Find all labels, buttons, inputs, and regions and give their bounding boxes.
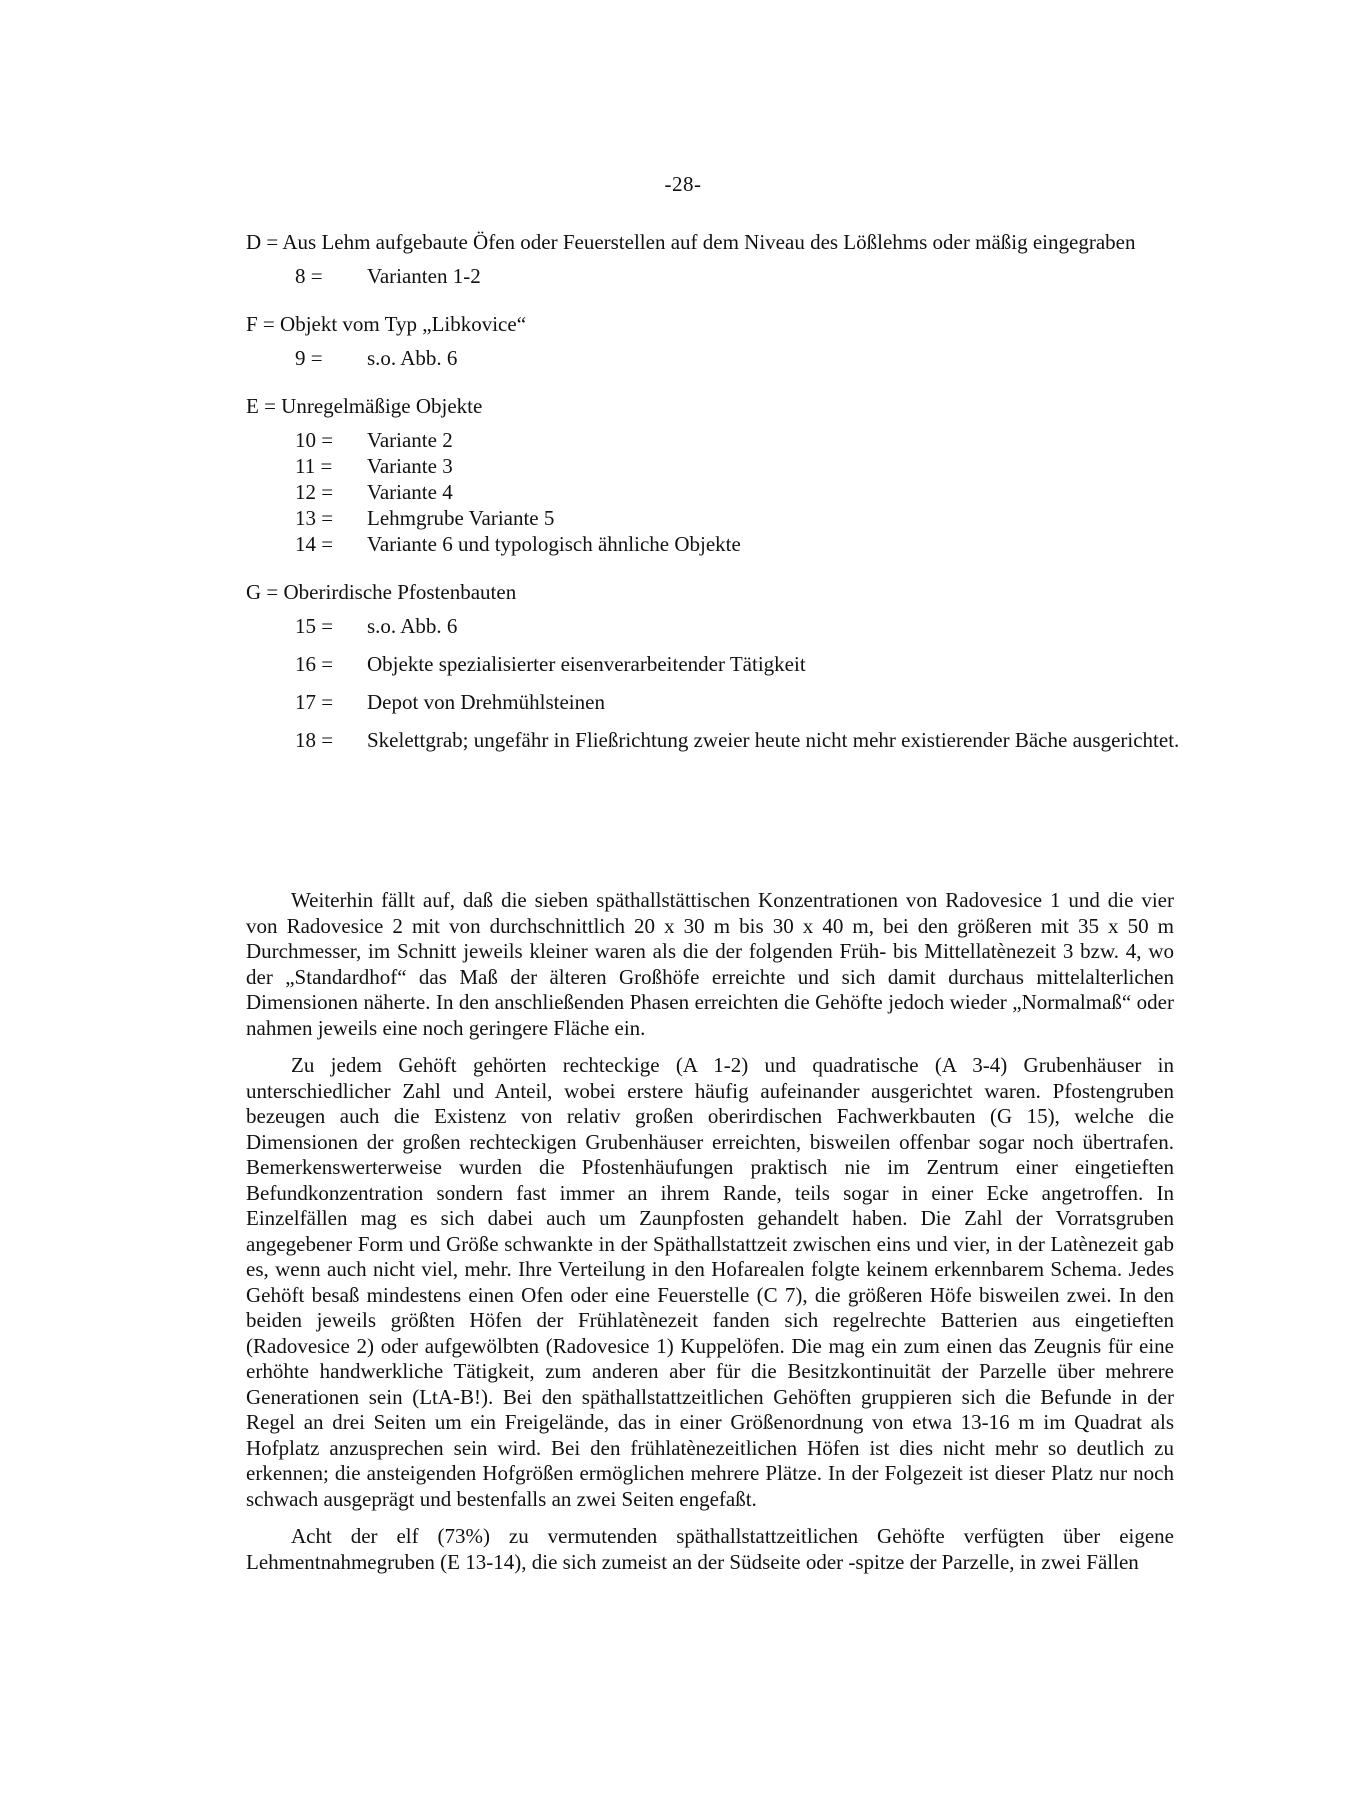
legend-heading: F = Objekt vom Typ „Libkovice“ bbox=[246, 312, 527, 336]
paragraph: Weiterhin fällt auf, daß die sieben späthallstättischen Konzentrationen von Radovesice 1 und die vier von Radovesice 2 mit von durchschnittlich 20 x 30 m bis 30 x 40 m, bei den größeren mit 35 x 50 m Durchmesser, im Schnitt jeweils kleiner waren als die der folgenden Früh- bis Mittellatènezeit 3 bzw. 4, wo der „Standardhof“ das Maß der älteren Großhöfe erreichte und sich damit durchaus mittelalterlichen Dimensionen näherte. In den anschließenden Phasen erreichten die Gehöfte jedoch wieder „Normalmaß“ oder nahmen jeweils eine noch geringere Fläche ein. bbox=[246, 888, 1174, 1040]
legend-item-number: 12 = bbox=[295, 480, 334, 504]
legend-item bbox=[295, 345, 1186, 371]
legend-item-number: 18 = bbox=[295, 728, 334, 752]
legend-item bbox=[295, 505, 1186, 531]
legend-item-text: Lehmgrube Variante 5 bbox=[367, 506, 555, 530]
legend-item bbox=[295, 531, 1186, 557]
body-text bbox=[246, 888, 1174, 1587]
legend-items bbox=[295, 345, 1186, 371]
legend-item-number: 9 = bbox=[295, 346, 323, 370]
legend-item bbox=[295, 727, 1186, 753]
legend-item bbox=[295, 453, 1186, 479]
legend bbox=[246, 229, 1186, 775]
legend-item bbox=[295, 613, 1186, 639]
legend-item-number: 13 = bbox=[295, 506, 334, 530]
legend-item-number: 11 = bbox=[295, 454, 333, 478]
legend-group-f bbox=[246, 311, 1186, 371]
legend-item-text: Variante 4 bbox=[367, 480, 453, 504]
legend-item-text: Varianten 1-2 bbox=[367, 264, 481, 288]
legend-item bbox=[295, 651, 1186, 677]
legend-item bbox=[295, 427, 1186, 453]
legend-item-number: 8 = bbox=[295, 264, 323, 288]
legend-items bbox=[295, 613, 1186, 753]
legend-item-text: Variante 2 bbox=[367, 428, 453, 452]
legend-items bbox=[295, 427, 1186, 557]
legend-heading: G = Oberirdische Pfostenbauten bbox=[246, 580, 517, 604]
legend-item-text: Depot von Drehmühlsteinen bbox=[367, 690, 605, 714]
legend-item-text: s.o. Abb. 6 bbox=[367, 614, 458, 638]
legend-item-number: 17 = bbox=[295, 690, 334, 714]
legend-item-number: 10 = bbox=[295, 428, 334, 452]
legend-group-d bbox=[246, 229, 1186, 289]
legend-item bbox=[295, 479, 1186, 505]
paragraph: Acht der elf (73%) zu vermutenden späthallstattzeitlichen Gehöfte verfügten über eigene Lehmentnahmegruben (E 13-14), die sich zumeist an der Südseite oder -spitze der Parzelle, in zwei Fällen bbox=[246, 1524, 1174, 1574]
page-number: -28- bbox=[664, 172, 702, 196]
legend-item-number: 15 = bbox=[295, 614, 334, 638]
legend-item bbox=[295, 689, 1186, 715]
legend-item-text: Skelettgrab; ungefähr in Fließrichtung zweier heute nicht mehr existierender Bäche ausgerichtet. bbox=[367, 728, 1180, 752]
legend-item-number: 16 = bbox=[295, 652, 334, 676]
legend-items bbox=[295, 263, 1186, 289]
legend-heading: D = Aus Lehm aufgebaute Öfen oder Feuerstellen auf dem Niveau des Lößlehms oder mäßig eingegraben bbox=[246, 230, 1136, 254]
legend-group-e bbox=[246, 393, 1186, 557]
legend-item-text: Objekte spezialisierter eisenverarbeitender Tätigkeit bbox=[367, 652, 806, 676]
paragraph: Zu jedem Gehöft gehörten rechteckige (A 1-2) und quadratische (A 3-4) Grubenhäuser in unterschiedlicher Zahl und Anteil, wobei erstere häufig aufeinander ausgerichtet waren. Pfostengruben bezeugen auch die Existenz von relativ großen oberirdischen Fachwerkbauten (G 15), welche die Dimensionen der großen rechteckigen Grubenhäuser erreichten, bisweilen offenbar sogar noch übertrafen. Bemerkenswerterweise wurden die Pfostenhäufungen praktisch nie im Zentrum einer eingetieften Befundkonzentration sondern fast immer an ihrem Rande, teils sogar in einer Ecke angetroffen. In Einzelfällen mag es sich dabei auch um Zaunpfosten gehandelt haben. Die Zahl der Vorratsgruben angegebener Form und Größe schwankte in der Späthallstattzeit zwischen eins und vier, in der Latènezeit gab es, wenn auch nicht viel, mehr. Ihre Verteilung in den Hofarealen folgte keinem erkennbarem Schema. Jedes Gehöft besaß mindestens einen Ofen oder eine Feuerstelle (C 7), die größeren Höfe bisweilen zwei. In den beiden jeweils größten Höfen der Frühlatènezeit fanden sich regelrechte Batterien aus eingetieften (Radovesice 2) oder aufgewölbten (Radovesice 1) Kuppelöfen. Die mag ein zum einen das Zeugnis für eine erhöhte handwerkliche Tätigkeit, zum anderen aber für die Besitzkontinuität der Parzelle über mehrere Generationen sein (LtA-B!). Bei den späthallstattzeitlichen Gehöften gruppieren sich die Befunde in der Regel an drei Seiten um ein Freigelände, das in einer Größenordnung von etwa 13-16 m im Quadrat als Hofplatz anzusprechen sein wird. Bei den frühlatènezeitlichen Höfen ist dies nicht mehr so deutlich zu erkennen; die ansteigenden Hofgrößen ermöglichen mehrere Plätze. In der Folgezeit ist dieser Platz nur noch schwach ausgeprägt und bestenfalls an zwei Seiten engefaßt. bbox=[246, 1053, 1174, 1511]
legend-item-text: Variante 6 und typologisch ähnliche Objekte bbox=[367, 532, 741, 556]
legend-heading: E = Unregelmäßige Objekte bbox=[246, 394, 483, 418]
legend-item-text: s.o. Abb. 6 bbox=[367, 346, 458, 370]
legend-item bbox=[295, 263, 1186, 289]
legend-item-number: 14 = bbox=[295, 532, 334, 556]
legend-item-text: Variante 3 bbox=[367, 454, 453, 478]
legend-group-g bbox=[246, 579, 1186, 753]
